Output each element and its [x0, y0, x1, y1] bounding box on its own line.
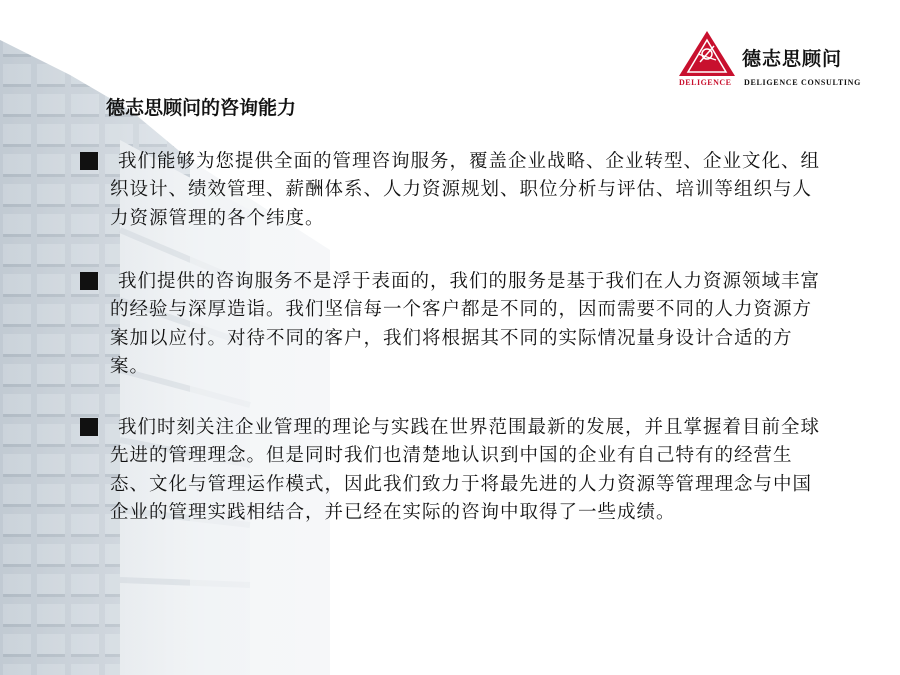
company-logo: [678, 30, 878, 92]
paragraph-text: 我们提供的咨询服务不是浮于表面的，我们的服务是基于我们在人力资源领域丰富的经验与深厚造诣。我们坚信每一个客户都是不同的，因而需要不同的人力资源方案加以应付。对待不同的客户，我们将根据其不同的实际情况量身设计合适的方案。: [110, 271, 821, 377]
paragraph-text: 我们时刻关注企业管理的理论与实践在世界范围最新的发展，并且掌握着目前全球先进的管理理念。但是同时我们也清楚地认识到中国的企业有自己特有的经营生态、文化与管理运作模式，因此我们致力于将最先进的人力资源等管理理念与中国企业的管理实践相结合，并已经在实际的咨询中取得了一些成绩。: [110, 417, 821, 523]
logo-tagline: DELIGENCE: [679, 78, 732, 87]
square-bullet-icon: [80, 418, 98, 436]
page-title: 德志思顾问的咨询能力: [106, 97, 297, 119]
logo-triangle-icon: [678, 30, 736, 78]
paragraph-item: [80, 148, 820, 233]
logo-name-chinese: 德志思顾问: [742, 48, 843, 70]
square-bullet-icon: [80, 272, 98, 290]
paragraph-item: [80, 414, 820, 527]
logo-name-english: DELIGENCE CONSULTING: [744, 78, 862, 87]
paragraph-item: [80, 268, 820, 381]
square-bullet-icon: [80, 152, 98, 170]
paragraph-text: 我们能够为您提供全面的管理咨询服务，覆盖企业战略、企业转型、企业文化、组织设计、绩效管理、薪酬体系、人力资源规划、职位分析与评估、培训等组织与人力资源管理的各个纬度。: [110, 151, 821, 229]
